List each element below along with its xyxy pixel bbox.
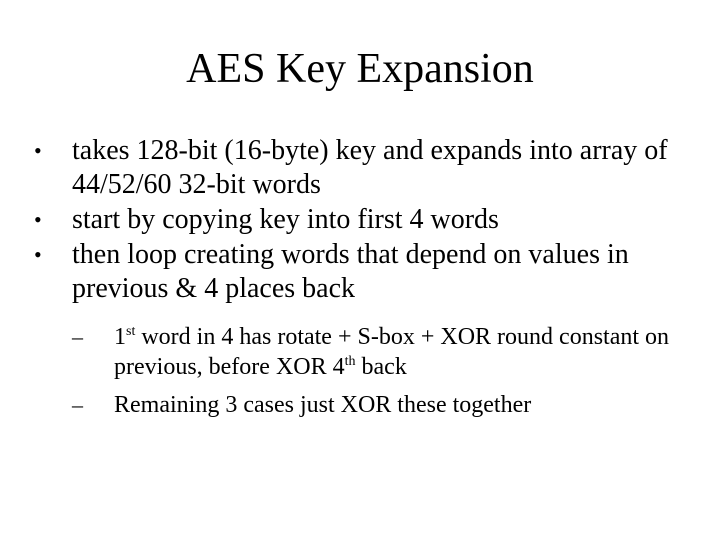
sub-bullet-text: Remaining 3 cases just XOR these together	[114, 392, 532, 418]
sub-bullet-text-part: back	[355, 354, 407, 380]
bullet-item	[30, 134, 700, 202]
sub-bullet-text	[114, 324, 669, 380]
slide-title: AES Key Expansion	[186, 46, 534, 92]
bullet-marker: •	[34, 207, 42, 232]
sub-bullet-item	[72, 322, 700, 382]
bullet-text: then loop creating words that depend on values in previous & 4 places back	[72, 239, 629, 304]
bullet-marker: •	[34, 242, 42, 267]
sub-bullet-list	[72, 322, 700, 420]
bullet-marker: •	[34, 138, 42, 163]
sub-bullet-item	[72, 390, 700, 420]
bullet-text: start by copying key into first 4 words	[72, 204, 499, 235]
sub-bullet-text-part: word in 4 has rotate + S-box + XOR round constant on previous, before XOR 4	[114, 324, 670, 380]
sub-bullet-marker: –	[72, 392, 83, 417]
sub-bullet-text-part: 1	[114, 324, 126, 350]
bullet-text: takes 128-bit (16-byte) key and expands into array of 44/52/60 32-bit words	[72, 135, 668, 200]
sub-bullet-marker: –	[72, 324, 83, 349]
bullet-list	[30, 134, 700, 428]
bullet-item	[30, 203, 700, 237]
superscript-ordinal: th	[344, 354, 356, 369]
bullet-item	[30, 238, 700, 420]
superscript-ordinal: st	[126, 324, 136, 339]
